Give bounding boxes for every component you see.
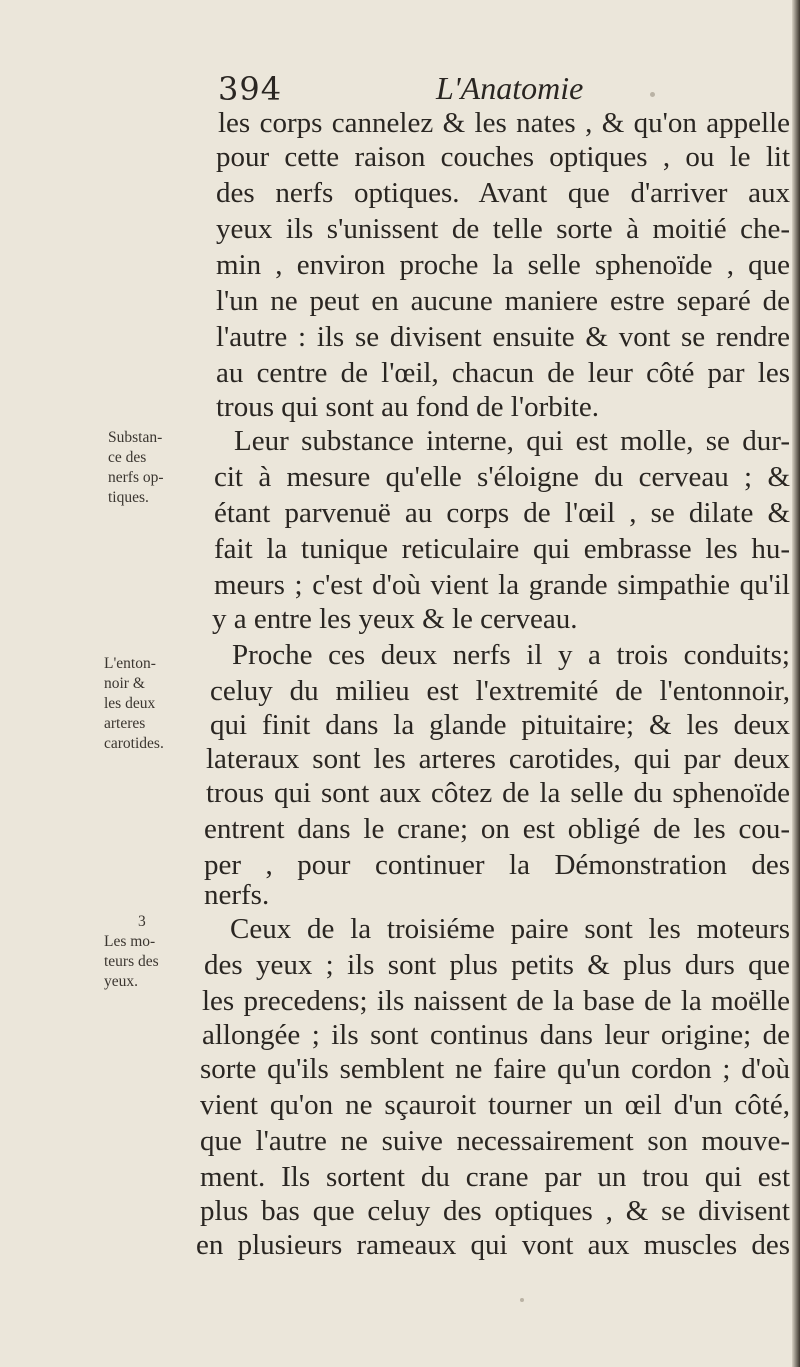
text-line: les precedens; ils naissent de la base de la moëlle [202, 986, 790, 1016]
text-line: étant parvenuë au corps de l'œil , se dilate & [214, 498, 790, 528]
text-line: lateraux sont les arteres carotides, qui par deux [206, 744, 790, 774]
margin-note-line: yeux. [104, 973, 139, 990]
text-line: plus bas que celuy des optiques , & se divisent [200, 1196, 790, 1226]
text-line: fait la tunique reticulaire qui embrasse les hu- [214, 534, 790, 564]
text-line: nerfs. [204, 880, 270, 910]
page-number: 394 [218, 70, 283, 108]
margin-note-line: 3 [138, 913, 146, 930]
margin-note-line: L'enton- [104, 655, 156, 672]
margin-note-line: Les mo- [104, 933, 156, 950]
text-line: pour cette raison couches optiques , ou le lit [216, 142, 790, 172]
margin-note-line: teurs des [104, 953, 159, 970]
margin-note-line: nerfs op- [108, 469, 164, 486]
text-line: Proche ces deux nerfs il y a trois conduits; [232, 640, 790, 670]
text-line: les corps cannelez & les nates , & qu'on appelle [218, 108, 790, 138]
text-line: Leur substance interne, qui est molle, se dur- [234, 426, 790, 456]
text-line: l'un ne peut en aucune maniere estre separé de [216, 286, 790, 316]
text-line: y a entre les yeux & le cerveau. [212, 604, 578, 634]
text-line: min , environ proche la selle sphenoïde , que [216, 250, 790, 280]
margin-note-line: noir & [104, 675, 145, 692]
text-line: trous qui sont au fond de l'orbite. [216, 392, 599, 422]
text-line: en plusieurs rameaux qui vont aux muscles des [196, 1230, 790, 1260]
text-line: celuy du milieu est l'extremité de l'entonnoir, [210, 676, 790, 706]
running-title: L'Anatomie [436, 70, 584, 106]
text-line: des yeux ; ils sont plus petits & plus durs que [204, 950, 790, 980]
margin-note-entonnoir [104, 654, 200, 754]
text-line: l'autre : ils se divisent ensuite & vont se rendre [216, 322, 790, 352]
margin-note-line: tiques. [108, 489, 149, 506]
margin-note-line: ce des [108, 449, 147, 466]
margin-note-line: arteres [104, 715, 146, 732]
text-line: meurs ; c'est d'où vient la grande simpathie qu'il [214, 570, 790, 600]
text-line: vient qu'on ne sçauroit tourner un œil d'un côté, [200, 1090, 790, 1120]
margin-note-moteurs [104, 912, 200, 992]
text-line: yeux ils s'unissent de telle sorte à moitié che- [216, 214, 790, 244]
text-line: per , pour continuer la Démonstration des [204, 850, 790, 880]
margin-note-substance [108, 428, 204, 508]
text-line: des nerfs optiques. Avant que d'arriver aux [216, 178, 790, 208]
text-line: Ceux de la troisiéme paire sont les moteurs [230, 914, 790, 944]
text-line: cit à mesure qu'elle s'éloigne du cerveau ; & [214, 462, 790, 492]
text-line: entrent dans le crane; on est obligé de les cou- [204, 814, 790, 844]
margin-note-line: carotides. [104, 735, 164, 752]
margin-note-line: les deux [104, 695, 156, 712]
text-line: trous qui sont aux côtez de la selle du sphenoïde [206, 778, 790, 808]
text-line: sorte qu'ils semblent ne faire qu'un cordon ; d'où [200, 1054, 790, 1084]
text-line: que l'autre ne suive necessairement son mouve- [200, 1126, 790, 1156]
text-line: ment. Ils sortent du crane par un trou qui est [200, 1162, 790, 1192]
margin-note-line: Substan- [108, 429, 163, 446]
text-line: qui finit dans la glande pituitaire; & les deux [210, 710, 790, 740]
text-line: allongée ; ils sont continus dans leur origine; de [202, 1020, 790, 1050]
text-line: au centre de l'œil, chacun de leur côté par les [216, 358, 790, 388]
